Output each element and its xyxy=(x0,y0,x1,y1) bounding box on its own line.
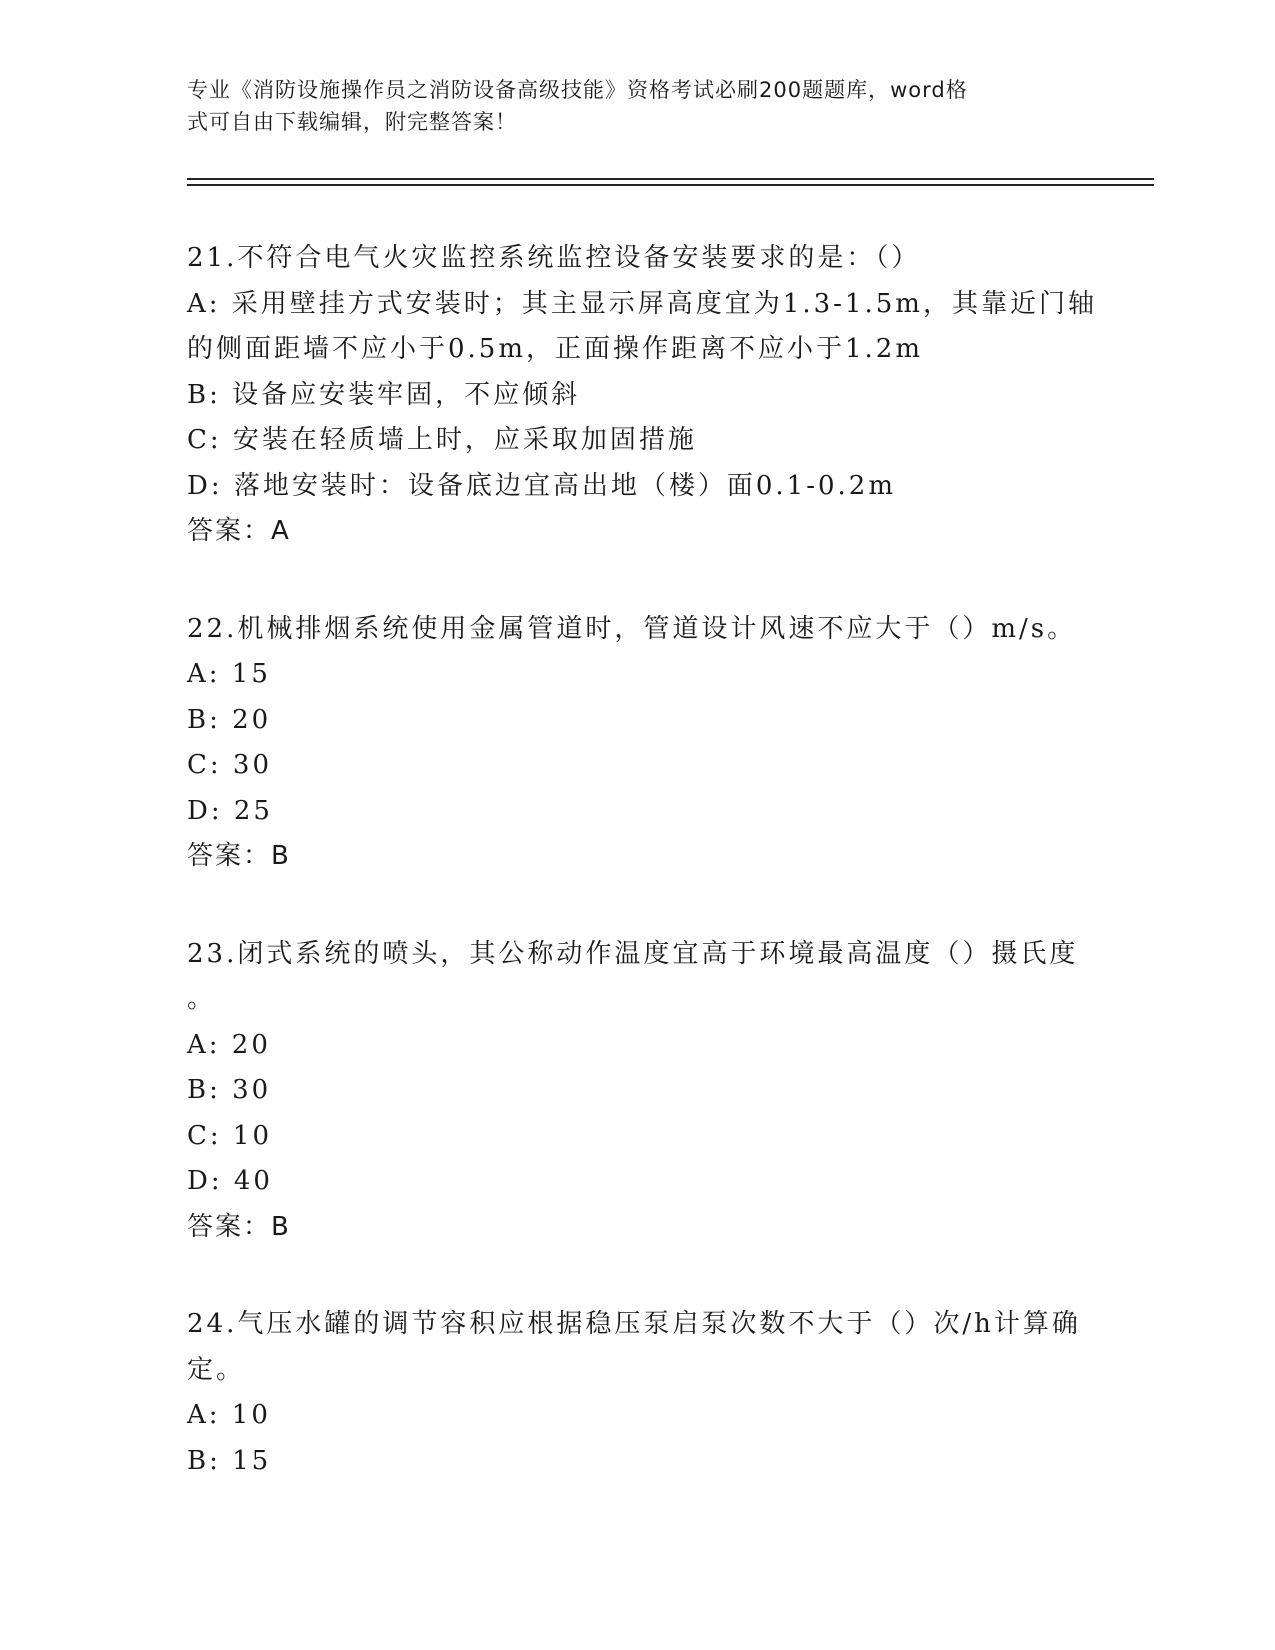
option-d: D: 落地安装时：设备底边宜高出地（楼）面0.1-0.2m xyxy=(187,470,897,501)
answer-label: 答案：B xyxy=(187,1211,291,1242)
header-line-1: 专业《消防设施操作员之消防设备高级技能》资格考试必刷200题题库，word格 xyxy=(187,78,968,102)
answer-label: 答案：B xyxy=(187,841,291,871)
question-stem: 21.不符合电气火灾监控系统监控设备安装要求的是：（） xyxy=(187,243,921,273)
option-c: C: 10 xyxy=(187,1120,273,1151)
question-stem-continued: 。 xyxy=(187,984,217,1014)
option-a: A: 20 xyxy=(187,1029,271,1060)
option-b: B: 20 xyxy=(187,704,272,735)
header-divider-bottom xyxy=(187,184,1154,186)
option-b: B: 30 xyxy=(187,1075,272,1105)
header-line-2: 式可自由下载编辑，附完整答案！ xyxy=(187,110,517,134)
question-stem: 24.气压水罐的调节容积应根据稳压泵启泵次数不大于（）次/h计算确 xyxy=(187,1309,1081,1339)
option-c: C: 30 xyxy=(187,750,273,780)
document-header xyxy=(187,74,1087,138)
question-stem-continued: 定。 xyxy=(187,1354,246,1385)
option-c: C: 安装在轻质墙上时，应采取加固措施 xyxy=(187,425,697,455)
question-22 xyxy=(187,607,1087,880)
question-23 xyxy=(187,932,1087,1251)
option-a: A: 采用壁挂方式安装时；其主显示屏高度宜为1.3-1.5m，其靠近门轴 xyxy=(187,288,1097,319)
question-21 xyxy=(187,236,1097,555)
answer-label: 答案：A xyxy=(187,516,291,546)
question-stem: 22.机械排烟系统使用金属管道时，管道设计风速不应大于（）m/s。 xyxy=(187,613,1077,644)
option-d: D: 40 xyxy=(187,1166,273,1196)
question-list xyxy=(187,236,1097,1536)
header-divider-top xyxy=(187,178,1154,180)
question-stem: 23.闭式系统的喷头，其公称动作温度宜高于环境最高温度（）摄氏度 xyxy=(187,938,1079,969)
question-24 xyxy=(187,1302,1087,1484)
option-a: A: 15 xyxy=(187,659,271,689)
option-b: B: 15 xyxy=(187,1445,272,1476)
option-a: A: 10 xyxy=(187,1400,271,1430)
option-a-continued: 的侧面距墙不应小于0.5m，正面操作距离不应小于1.2m xyxy=(187,334,924,364)
option-b: B: 设备应安装牢固，不应倾斜 xyxy=(187,379,581,410)
option-d: D: 25 xyxy=(187,795,273,826)
